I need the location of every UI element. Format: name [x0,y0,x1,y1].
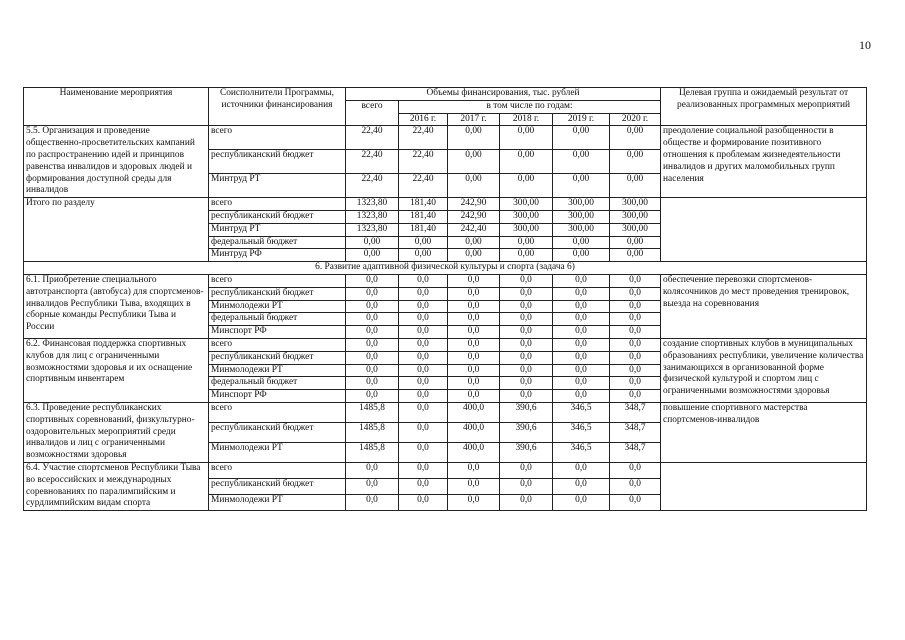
amount-year: 300,00 [610,210,661,223]
amount-total: 1323,80 [346,210,399,223]
amount-year: 0,0 [610,462,661,478]
header-year: 2020 г. [610,113,661,126]
amount-total: 0,0 [346,495,399,511]
amount-year: 0,0 [610,338,661,351]
funding-source: республиканский бюджет [209,210,346,223]
amount-year: 22,40 [399,174,448,198]
amount-year: 0,0 [553,313,610,326]
amount-year: 0,00 [448,236,500,249]
amount-year: 0,0 [448,364,500,377]
amount-total: 0,0 [346,313,399,326]
amount-year: 0,0 [448,478,500,494]
amount-total: 0,0 [346,300,399,313]
amount-year: 0,0 [399,364,448,377]
amount-year: 0,0 [610,300,661,313]
header-result: Целевая группа и ожидаемый результат от реализованных программных мероприятий [661,88,867,126]
funding-source: Минмолодежи РТ [209,300,346,313]
funding-source: Минмолодежи РТ [209,495,346,511]
amount-year: 0,00 [448,174,500,198]
amount-year: 0,0 [399,313,448,326]
header-sources: Соисполнители Программы, источники финансирования [209,88,346,126]
amount-total: 1323,80 [346,223,399,236]
funding-source: Минспорт РФ [209,326,346,339]
amount-total: 22,40 [346,126,399,150]
amount-year: 0,0 [399,462,448,478]
amount-year: 0,0 [553,287,610,300]
amount-year: 0,0 [553,495,610,511]
amount-year: 0,0 [553,326,610,339]
amount-year: 0,0 [610,287,661,300]
amount-year: 0,0 [399,274,448,287]
amount-year: 0,0 [553,364,610,377]
table-row [24,402,867,422]
funding-source: республиканский бюджет [209,287,346,300]
amount-year: 0,0 [610,326,661,339]
amount-year: 181,40 [399,210,448,223]
amount-year: 0,0 [399,351,448,364]
table-header [24,88,867,126]
funding-source: всего [209,126,346,150]
amount-year: 0,0 [553,300,610,313]
page-number: 10 [859,38,871,52]
funding-source: всего [209,274,346,287]
amount-year: 0,0 [553,274,610,287]
amount-year: 300,00 [610,198,661,211]
amount-total: 0,0 [346,478,399,494]
funding-source: федеральный бюджет [209,313,346,326]
amount-year: 0,0 [610,313,661,326]
funding-source: всего [209,198,346,211]
activity-name: 6.1. Приобретение специального автотранспорта (автобуса) для спортсменов-инвалидов Республики Тыва, входящих в сборные команды Республики Тыва и России [24,274,209,338]
amount-year: 0,00 [448,249,500,262]
amount-year: 0,0 [448,313,500,326]
table-row [24,126,867,150]
activity-name: 6.2. Финансовая поддержка спортивных клубов для лиц с ограниченными возможностями здоровья и их оснащение спортивным инвентарем [24,338,209,402]
amount-year: 0,0 [448,287,500,300]
amount-year: 0,0 [399,377,448,390]
amount-year: 0,0 [553,478,610,494]
amount-year: 0,00 [610,174,661,198]
amount-year: 0,0 [399,442,448,462]
amount-year: 242,90 [448,198,500,211]
amount-total: 1485,8 [346,422,399,442]
amount-year: 300,00 [500,198,553,211]
header-year: 2017 г. [448,113,500,126]
funding-source: федеральный бюджет [209,377,346,390]
amount-total: 0,0 [346,364,399,377]
funding-source: республиканский бюджет [209,422,346,442]
funding-source: всего [209,402,346,422]
amount-year: 22,40 [399,150,448,174]
amount-year: 0,0 [610,364,661,377]
amount-total: 1485,8 [346,402,399,422]
amount-year: 242,90 [448,210,500,223]
amount-total: 22,40 [346,174,399,198]
amount-year: 0,00 [610,249,661,262]
funding-source: Минтруд РФ [209,249,346,262]
header-year: 2016 г. [399,113,448,126]
amount-total: 0,0 [346,377,399,390]
table-row [24,274,867,287]
activity-name: 5.5. Организация и проведение общественно-просветительских кампаний по распространению идей и принципов равенства инвалидов и здоровых людей и формирования доступной среды для инвалидов [24,126,209,198]
amount-year: 346,5 [553,422,610,442]
amount-total: 0,0 [346,274,399,287]
amount-year: 0,0 [500,326,553,339]
amount-year: 0,0 [553,338,610,351]
funding-source: Минспорт РФ [209,390,346,403]
amount-total: 0,0 [346,287,399,300]
section-title: 6. Развитие адаптивной физической культуры и спорта (задача 6) [24,262,867,275]
expected-result [661,198,867,262]
amount-year: 300,00 [610,223,661,236]
funding-source: федеральный бюджет [209,236,346,249]
amount-year: 0,00 [500,249,553,262]
amount-year: 0,0 [500,364,553,377]
activity-name: 6.4. Участие спортсменов Республики Тыва во всероссийских и международных соревнованиях по паралимпийским и сурдлимпийским видам спорта [24,462,209,510]
amount-year: 0,00 [610,236,661,249]
funding-source: республиканский бюджет [209,478,346,494]
amount-year: 0,0 [448,338,500,351]
amount-year: 0,00 [448,126,500,150]
amount-year: 348,7 [610,402,661,422]
amount-year: 400,0 [448,442,500,462]
activity-name: Итого по разделу [24,198,209,262]
amount-year: 390,6 [500,402,553,422]
amount-year: 0,0 [448,351,500,364]
header-financing: Объемы финансирования, тыс. рублей [346,88,661,101]
amount-year: 181,40 [399,223,448,236]
table-row [24,198,867,211]
header-name: Наименование мероприятия [24,88,209,126]
amount-year: 346,5 [553,442,610,462]
amount-year: 300,00 [553,223,610,236]
amount-year: 0,0 [610,377,661,390]
amount-total: 0,0 [346,462,399,478]
amount-year: 0,00 [500,236,553,249]
amount-year: 0,0 [399,422,448,442]
amount-year: 0,00 [610,126,661,150]
amount-year: 0,0 [553,462,610,478]
funding-source: Минтруд РТ [209,223,346,236]
header-total: всего [346,100,399,126]
amount-year: 0,0 [448,274,500,287]
section-row [24,262,867,275]
amount-year: 0,00 [610,150,661,174]
amount-year: 0,00 [500,126,553,150]
amount-year: 0,00 [553,150,610,174]
funding-source: Минтруд РТ [209,174,346,198]
amount-year: 0,00 [500,150,553,174]
amount-year: 0,0 [610,495,661,511]
amount-year: 0,0 [500,462,553,478]
amount-year: 0,0 [399,287,448,300]
funding-source: республиканский бюджет [209,150,346,174]
amount-year: 0,0 [448,377,500,390]
amount-year: 300,00 [500,210,553,223]
amount-year: 0,0 [500,495,553,511]
amount-year: 0,0 [500,390,553,403]
table-row [24,338,867,351]
funding-source: Минмолодежи РТ [209,364,346,377]
amount-total: 0,0 [346,390,399,403]
table-row [24,462,867,478]
amount-year: 0,00 [500,174,553,198]
expected-result: обеспечение перевозки спортсменов-колясочников до мест проведения тренировок, выезда на соревнования [661,274,867,338]
amount-year: 0,00 [399,236,448,249]
expected-result: преодоление социальной разобщенности в обществе и формирование позитивного отношения к проблемам жизнедеятельности инвалидов и других маломобильных групп населения [661,126,867,198]
amount-year: 181,40 [399,198,448,211]
amount-year: 0,00 [399,249,448,262]
amount-total: 1323,80 [346,198,399,211]
amount-total: 0,00 [346,236,399,249]
amount-year: 0,00 [553,174,610,198]
amount-year: 348,7 [610,422,661,442]
header-year: 2018 г. [500,113,553,126]
funding-source: Минмолодежи РТ [209,442,346,462]
amount-year: 0,0 [553,390,610,403]
funding-source: всего [209,338,346,351]
amount-year: 0,0 [399,326,448,339]
amount-year: 0,00 [553,249,610,262]
amount-year: 0,0 [500,351,553,364]
table-body [24,126,867,511]
amount-total: 0,0 [346,338,399,351]
amount-year: 242,40 [448,223,500,236]
amount-year: 348,7 [610,442,661,462]
funding-source: всего [209,462,346,478]
expected-result: повышение спортивного мастерства спортсменов-инвалидов [661,402,867,462]
amount-year: 300,00 [553,210,610,223]
amount-year: 0,0 [500,274,553,287]
amount-year: 0,0 [399,402,448,422]
amount-total: 0,0 [346,351,399,364]
amount-year: 0,0 [448,495,500,511]
amount-year: 0,00 [448,150,500,174]
amount-total: 1485,8 [346,442,399,462]
amount-year: 0,0 [553,377,610,390]
amount-year: 390,6 [500,442,553,462]
amount-year: 0,0 [500,478,553,494]
amount-year: 0,0 [448,462,500,478]
amount-year: 0,0 [500,377,553,390]
amount-year: 300,00 [500,223,553,236]
header-by-years: в том числе по годам: [399,100,661,113]
amount-year: 300,00 [553,198,610,211]
amount-year: 0,0 [500,338,553,351]
amount-year: 0,0 [500,300,553,313]
amount-year: 0,0 [500,313,553,326]
amount-year: 0,0 [610,390,661,403]
amount-year: 0,00 [553,126,610,150]
amount-total: 0,0 [346,326,399,339]
amount-year: 0,0 [500,287,553,300]
expected-result: создание спортивных клубов в муниципальных образованиях республики, увеличение количества занимающихся в организованной форме физической культурой и спортом лиц с ограниченными возможностями здоровья [661,338,867,402]
amount-year: 400,0 [448,422,500,442]
amount-total: 0,00 [346,249,399,262]
amount-year: 0,0 [448,300,500,313]
amount-year: 22,40 [399,126,448,150]
expected-result [661,462,867,510]
amount-year: 0,0 [399,495,448,511]
amount-year: 400,0 [448,402,500,422]
financing-table [23,87,867,511]
amount-total: 22,40 [346,150,399,174]
amount-year: 0,0 [553,351,610,364]
header-year: 2019 г. [553,113,610,126]
amount-year: 0,0 [399,478,448,494]
amount-year: 0,0 [610,478,661,494]
amount-year: 0,00 [553,236,610,249]
amount-year: 0,0 [448,326,500,339]
amount-year: 0,0 [610,351,661,364]
amount-year: 390,6 [500,422,553,442]
amount-year: 0,0 [399,390,448,403]
funding-source: республиканский бюджет [209,351,346,364]
amount-year: 346,5 [553,402,610,422]
amount-year: 0,0 [610,274,661,287]
amount-year: 0,0 [399,338,448,351]
amount-year: 0,0 [448,390,500,403]
amount-year: 0,0 [399,300,448,313]
activity-name: 6.3. Проведение республиканских спортивных соревнований, физкультурно-оздоровительных мероприятий среди инвалидов и лиц с ограниченными возможностями здоровья [24,402,209,462]
